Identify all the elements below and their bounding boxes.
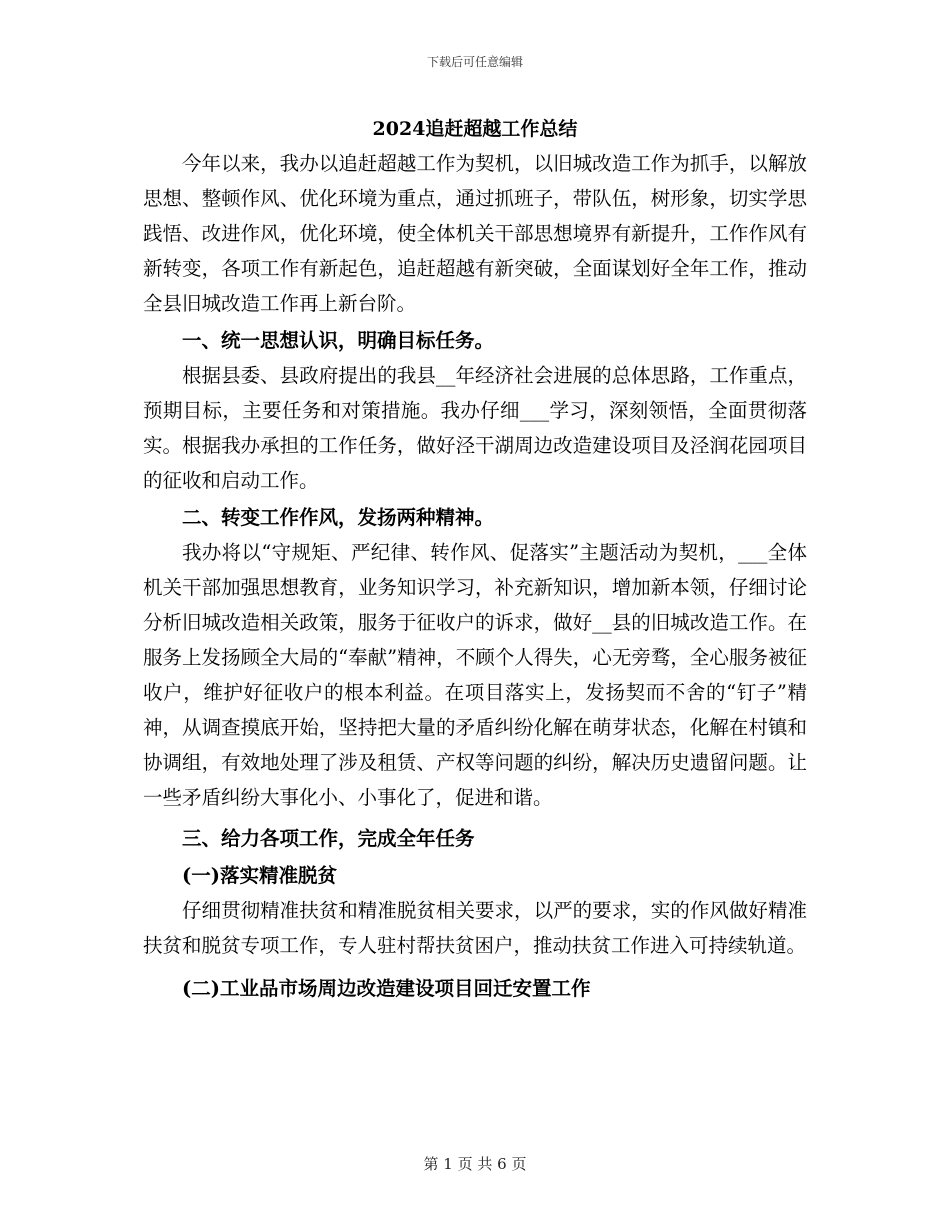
subsection-1-heading: (一)落实精准脱贫: [182, 864, 337, 887]
section-3-heading: 三、给力各项工作，完成全年任务: [182, 827, 475, 850]
intro-paragraph: 今年以来，我办以追赶超越工作为契机，以旧城改造工作为抓手，以解放思想、整顿作风、优化环境为重点，通过抓班子，带队伍，树形象，切实学思践悟、改进作风，优化环境，使全体机关干部思想境界有新提升，工作作风有新转变，各项工作有新起色，追赶超越有新突破，全面谋划好全年工作，推动全县旧城改造工作再上新台阶。: [143, 152, 807, 315]
header-note: 下载后可任意编辑: [426, 55, 523, 69]
subsection-1-body: 仔细贯彻精准扶贫和精准脱贫相关要求，以严的要求，实的作风做好精准扶贫和脱贫专项工作，专人驻村帮扶贫困户，推动扶贫工作进入可持续轨道。: [143, 899, 807, 957]
section-2-body: 我办将以“守规矩、严纪律、转作风、促落实”主题活动为契机，___全体机关干部加强思想教育，业务知识学习，补充新知识，增加新本领，仔细讨论分析旧城改造相关政策，服务于征收户的诉求，做好__县的旧城改造工作。在服务上发扬顾全大局的“奉献”精神，不顾个人得失，心无旁骛，全心服务被征收户，维护好征收户的根本利益。在项目落实上，发扬契而不舍的“钉子”精神，从调查摸底开始，坚持把大量的矛盾纠纷化解在萌芽状态，化解在村镇和协调组，有效地处理了涉及租赁、产权等问题的纠纷，解决历史遗留问题。让一些矛盾纠纷大事化小、小事化了，促进和谐。: [143, 541, 807, 809]
section-1-body: 根据县委、县政府提出的我县__年经济社会进展的总体思路，工作重点，预期目标，主要任务和对策措施。我办仔细___学习，深刻领悟，全面贯彻落实。根据我办承担的工作任务，做好泾干湖周边改造建设项目及泾润花园项目的征收和启动工作。: [143, 364, 807, 492]
section-1-heading: 一、统一思想认识，明确目标任务。: [182, 329, 495, 352]
document-title: 2024追赶超越工作总结: [372, 118, 578, 140]
subsection-2-heading: (二)工业品市场周边改造建设项目回迁安置工作: [182, 977, 591, 1000]
page-footer: 第 1 页 共 6 页: [423, 1155, 527, 1173]
document-body: [143, 146, 807, 1006]
section-2-heading: 二、转变工作作风，发扬两种精神。: [182, 506, 495, 529]
